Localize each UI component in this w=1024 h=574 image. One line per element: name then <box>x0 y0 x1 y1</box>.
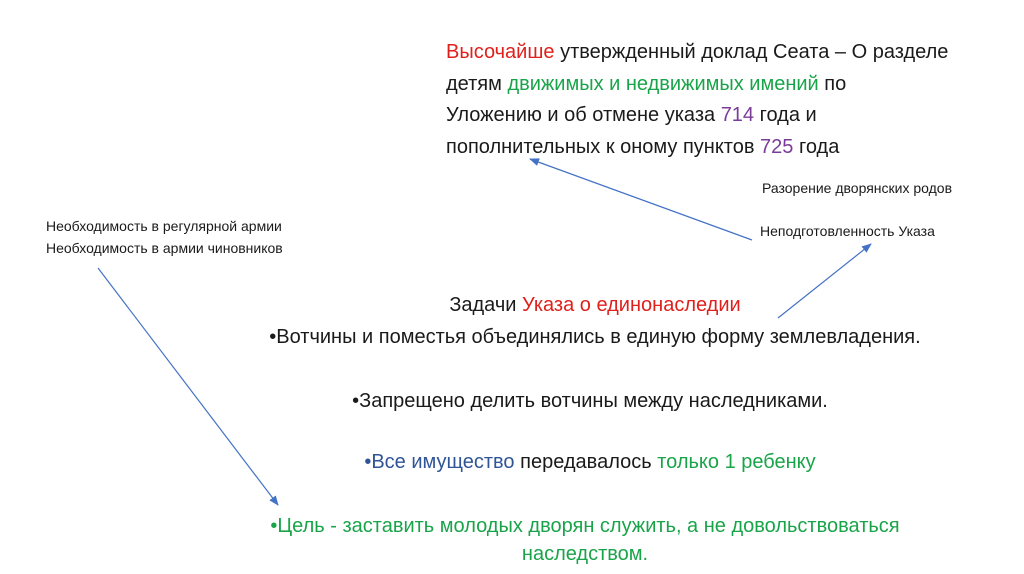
year-714: 714 <box>720 104 755 126</box>
note-ruin-of-noble-families: Разорение дворянских родов <box>762 180 953 196</box>
all-property-phrase: •Все имущество <box>364 451 515 473</box>
task-item-4-line-2: наследством. <box>521 543 649 565</box>
year-725: 725 <box>760 135 794 158</box>
tasks-title-prefix: Задачи <box>449 294 523 316</box>
arrow-to-unpreparedness <box>778 244 871 318</box>
top-line-2-end: по <box>818 72 847 95</box>
decree-name: Указа о единонаследии <box>522 294 741 316</box>
top-line-4-start: пополнительных к оному пунктов <box>446 135 761 158</box>
top-line-3-start: Уложению и об отмене указа <box>446 104 721 126</box>
only-one-child-phrase: только 1 ребенку <box>657 451 816 473</box>
task-item-3-mid: передавалось <box>514 451 658 473</box>
top-line-4-end: года <box>793 135 840 158</box>
task-item-4-line-1: •Цель - заставить молодых дворян служить, а не довольствоваться <box>270 515 900 537</box>
top-line-3-end: года и <box>754 104 817 126</box>
task-item-1: •Вотчины и поместья объединялись в единую форму землевладения. <box>269 326 921 348</box>
top-line-1-rest: утвержденный доклад Сеата – О разделе <box>554 41 949 63</box>
note-army-officials: Необходимость в армии чиновников <box>46 240 283 256</box>
arrow-to-decree <box>530 159 752 240</box>
property-phrase: движимых и недвижимых имений <box>507 72 819 95</box>
task-item-2: •Запрещено делить вотчины между наследниками. <box>352 390 828 412</box>
arrow-to-goal <box>98 268 278 505</box>
note-unpreparedness: Неподготовленность Указа <box>760 223 935 239</box>
note-regular-army: Необходимость в регулярной армии <box>46 218 282 234</box>
top-line-2-start: детям <box>446 72 508 95</box>
highest-word: Высочайше <box>446 41 555 63</box>
